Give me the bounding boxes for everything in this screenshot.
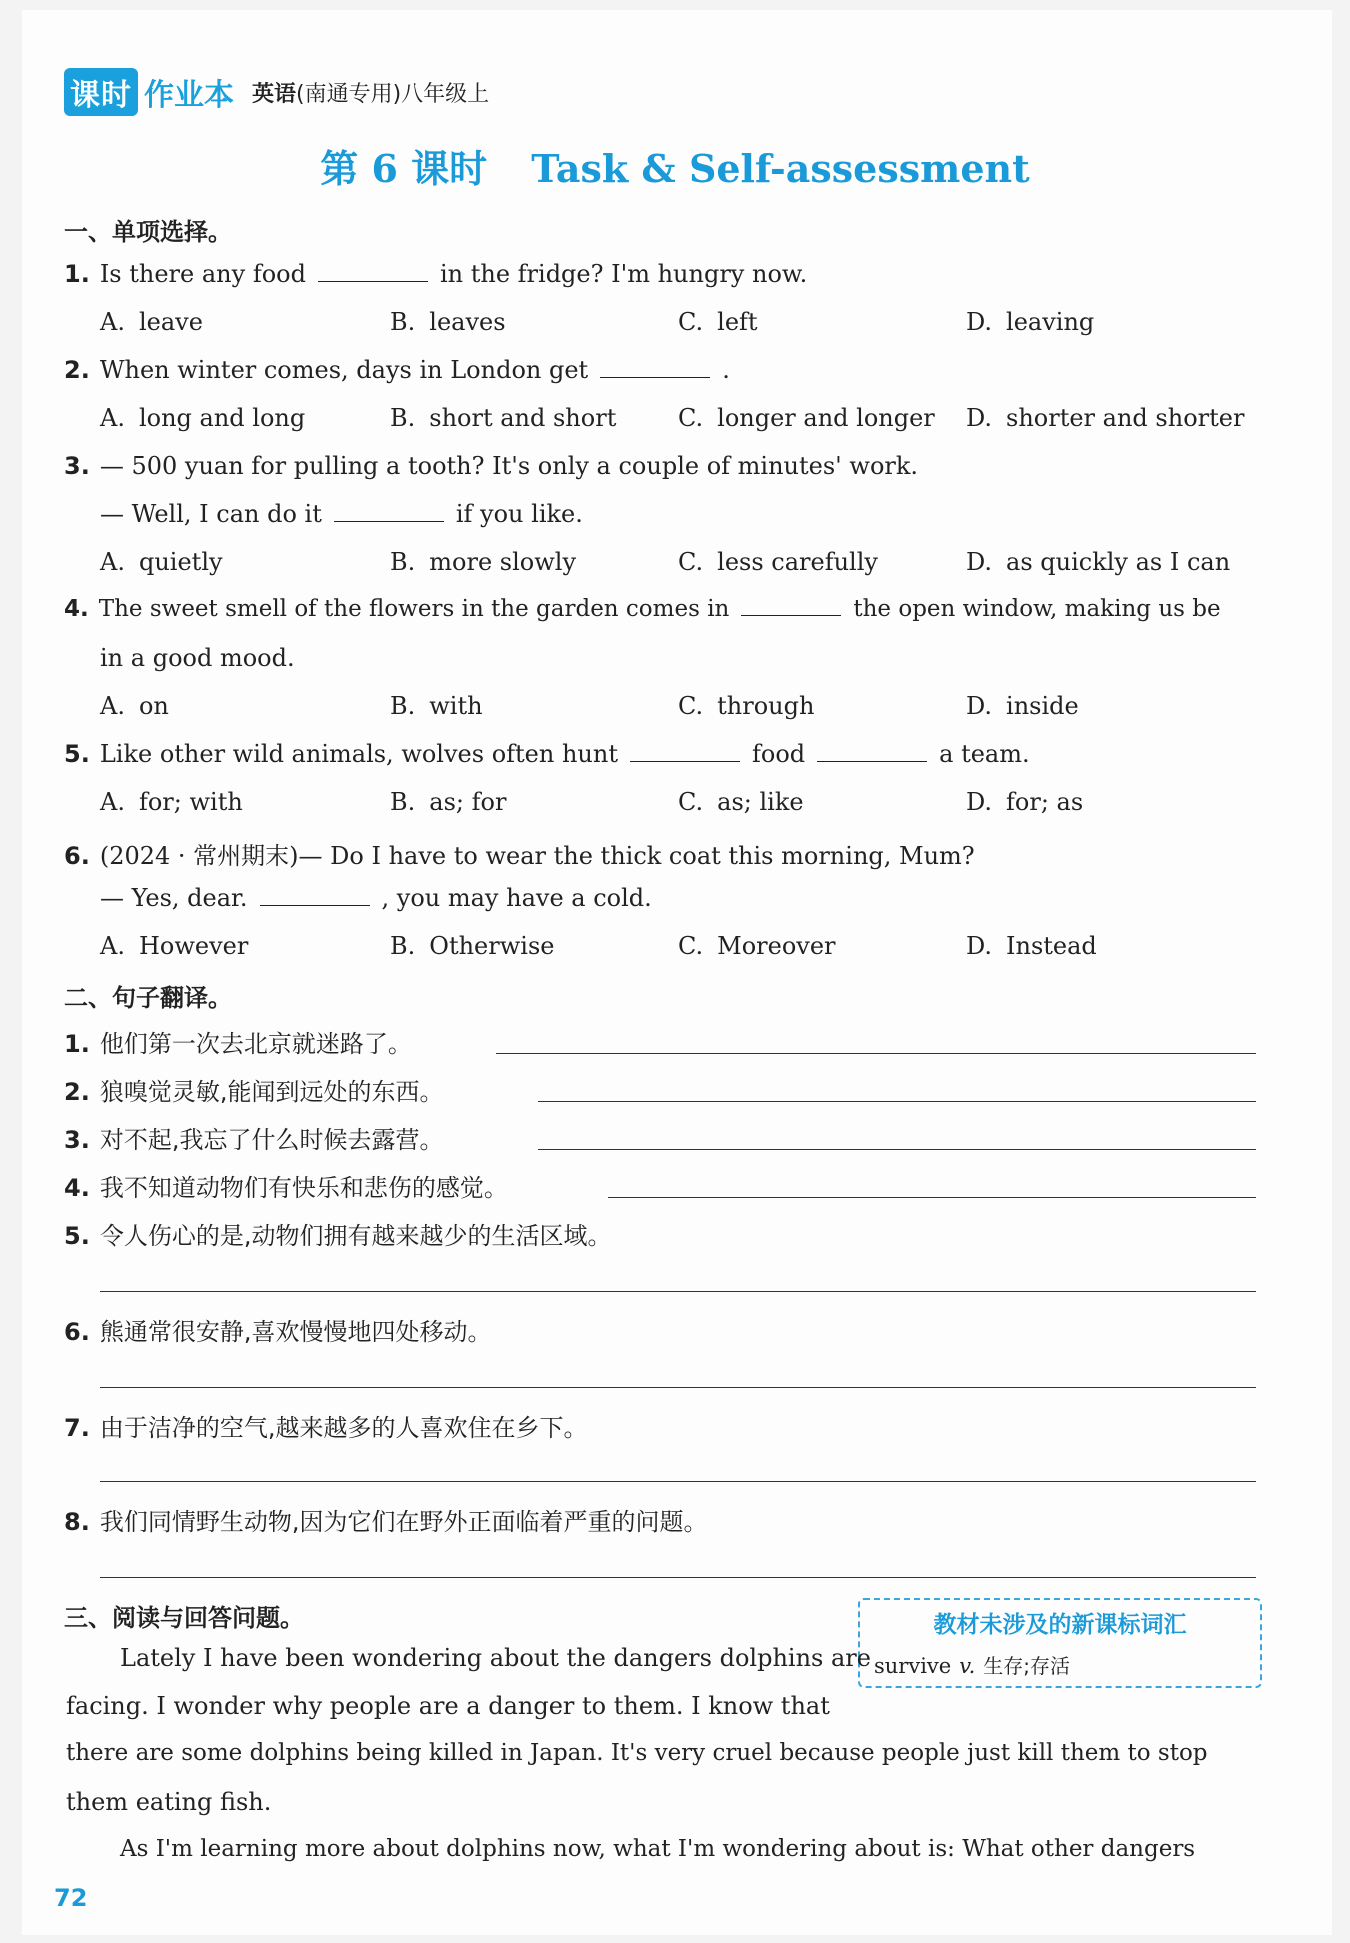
option-b[interactable]: B. more slowly	[390, 548, 576, 576]
option-d[interactable]: D. leaving	[966, 308, 1095, 336]
vocab-box	[858, 1598, 1262, 1688]
answer-blank[interactable]	[260, 904, 370, 906]
reading-line: Lately I have been wondering about the dangers dolphins are	[120, 1644, 871, 1672]
translation-item-6: 6. 熊通常很安静,喜欢慢慢地四处移动。	[64, 1318, 492, 1346]
book-header	[64, 68, 489, 116]
question-number: 1.	[64, 260, 90, 288]
option-d[interactable]: D. as quickly as I can	[966, 548, 1231, 576]
answer-line[interactable]	[100, 1290, 1256, 1292]
section1-title: 一、单项选择。	[64, 218, 232, 246]
question-1	[64, 260, 807, 288]
translation-item-3: 3. 对不起,我忘了什么时候去露营。	[64, 1126, 444, 1154]
lesson-title	[0, 138, 1350, 193]
question-2	[64, 356, 730, 384]
reading-line: there are some dolphins being killed in Japan. It's very cruel because people just kill them to stop	[66, 1740, 1208, 1766]
translation-item-4: 4. 我不知道动物们有快乐和悲伤的感觉。	[64, 1174, 508, 1202]
answer-blank[interactable]	[741, 614, 841, 616]
option-c[interactable]: C. Moreover	[678, 932, 836, 960]
answer-blank[interactable]	[600, 376, 710, 378]
section2-title: 二、句子翻译。	[64, 984, 232, 1012]
question-3-reply: — Well, I can do it if you like.	[100, 500, 583, 528]
answer-line[interactable]	[100, 1386, 1256, 1388]
publisher-logo	[64, 68, 234, 116]
option-d[interactable]: D. shorter and shorter	[966, 404, 1245, 432]
answer-line[interactable]	[100, 1480, 1256, 1482]
option-c[interactable]: C. longer and longer	[678, 404, 935, 432]
option-a[interactable]: A. on	[100, 692, 169, 720]
lesson-name: Task & Self-assessment	[531, 146, 1030, 191]
question-4: 4. The sweet smell of the flowers in the garden comes in the open window, making us be	[64, 596, 1221, 622]
option-c[interactable]: C. as; like	[678, 788, 804, 816]
answer-line[interactable]	[538, 1148, 1256, 1150]
translation-item-1: 1. 他们第一次去北京就迷路了。	[64, 1030, 412, 1058]
option-a[interactable]: A. for; with	[100, 788, 243, 816]
question-4-cont: in a good mood.	[100, 644, 295, 672]
answer-blank[interactable]	[334, 520, 444, 522]
question-6: 6. (2024 · 常州期末)— Do I have to wear the thick coat this morning, Mum?	[64, 842, 975, 870]
option-a[interactable]: A. quietly	[100, 548, 223, 576]
option-d[interactable]: D. inside	[966, 692, 1079, 720]
question-number: 3.	[64, 452, 90, 480]
option-c[interactable]: C. left	[678, 308, 758, 336]
option-b[interactable]: B. short and short	[390, 404, 617, 432]
subject-bold: 英语	[252, 81, 297, 107]
subject-rest: (南通专用)八年级上	[296, 81, 490, 107]
option-b[interactable]: B. as; for	[390, 788, 507, 816]
question-number: 6.	[64, 842, 90, 870]
option-b[interactable]: B. leaves	[390, 308, 506, 336]
logo-box: 课时	[64, 68, 138, 116]
reading-line: them eating fish.	[66, 1788, 272, 1816]
option-b[interactable]: B. with	[390, 692, 483, 720]
page-number: 72	[54, 1884, 88, 1912]
question-6-reply: — Yes, dear. , you may have a cold.	[100, 884, 652, 912]
translation-item-8: 8. 我们同情野生动物,因为它们在野外正面临着严重的问题。	[64, 1508, 708, 1536]
question-number: 4.	[64, 596, 89, 622]
logo-text: 作业本	[144, 78, 234, 113]
question-number: 2.	[64, 356, 90, 384]
answer-blank[interactable]	[817, 760, 927, 762]
answer-blank[interactable]	[630, 760, 740, 762]
option-c[interactable]: C. through	[678, 692, 815, 720]
answer-line[interactable]	[100, 1576, 1256, 1578]
lesson-number: 第 6 课时	[320, 146, 488, 191]
translation-item-5: 5. 令人伤心的是,动物们拥有越来越少的生活区域。	[64, 1222, 612, 1250]
option-c[interactable]: C. less carefully	[678, 548, 878, 576]
question-3	[64, 452, 918, 480]
reading-line: facing. I wonder why people are a danger to them. I know that	[66, 1692, 830, 1720]
question-text: in the fridge? I'm hungry now.	[439, 260, 808, 288]
translation-item-7: 7. 由于洁净的空气,越来越多的人喜欢住在乡下。	[64, 1414, 588, 1442]
question-text: When winter comes, days in London get	[99, 356, 589, 384]
section3-title: 三、阅读与回答问题。	[64, 1604, 304, 1632]
option-b[interactable]: B. Otherwise	[390, 932, 555, 960]
answer-line[interactable]	[608, 1196, 1256, 1198]
question-text: .	[722, 356, 730, 384]
option-a[interactable]: A. long and long	[100, 404, 306, 432]
question-text: Is there any food	[99, 260, 306, 288]
vocab-item: survive v. 生存;存活	[874, 1654, 1071, 1678]
question-text: — 500 yuan for pulling a tooth? It's only a couple of minutes' work.	[99, 452, 919, 480]
reading-line: As I'm learning more about dolphins now, what I'm wondering about is: What other dangers	[120, 1836, 1196, 1862]
option-a[interactable]: A. However	[100, 932, 249, 960]
option-a[interactable]: A. leave	[100, 308, 203, 336]
question-number: 5.	[64, 740, 90, 768]
answer-line[interactable]	[538, 1100, 1256, 1102]
translation-item-2: 2. 狼嗅觉灵敏,能闻到远处的东西。	[64, 1078, 444, 1106]
option-d[interactable]: D. for; as	[966, 788, 1084, 816]
answer-blank[interactable]	[318, 280, 428, 282]
vocab-title: 教材未涉及的新课标词汇	[933, 1612, 1187, 1638]
subject-label	[252, 77, 489, 108]
question-5: 5. Like other wild animals, wolves often hunt food a team.	[64, 740, 1030, 768]
option-d[interactable]: D. Instead	[966, 932, 1097, 960]
answer-line[interactable]	[496, 1052, 1256, 1054]
